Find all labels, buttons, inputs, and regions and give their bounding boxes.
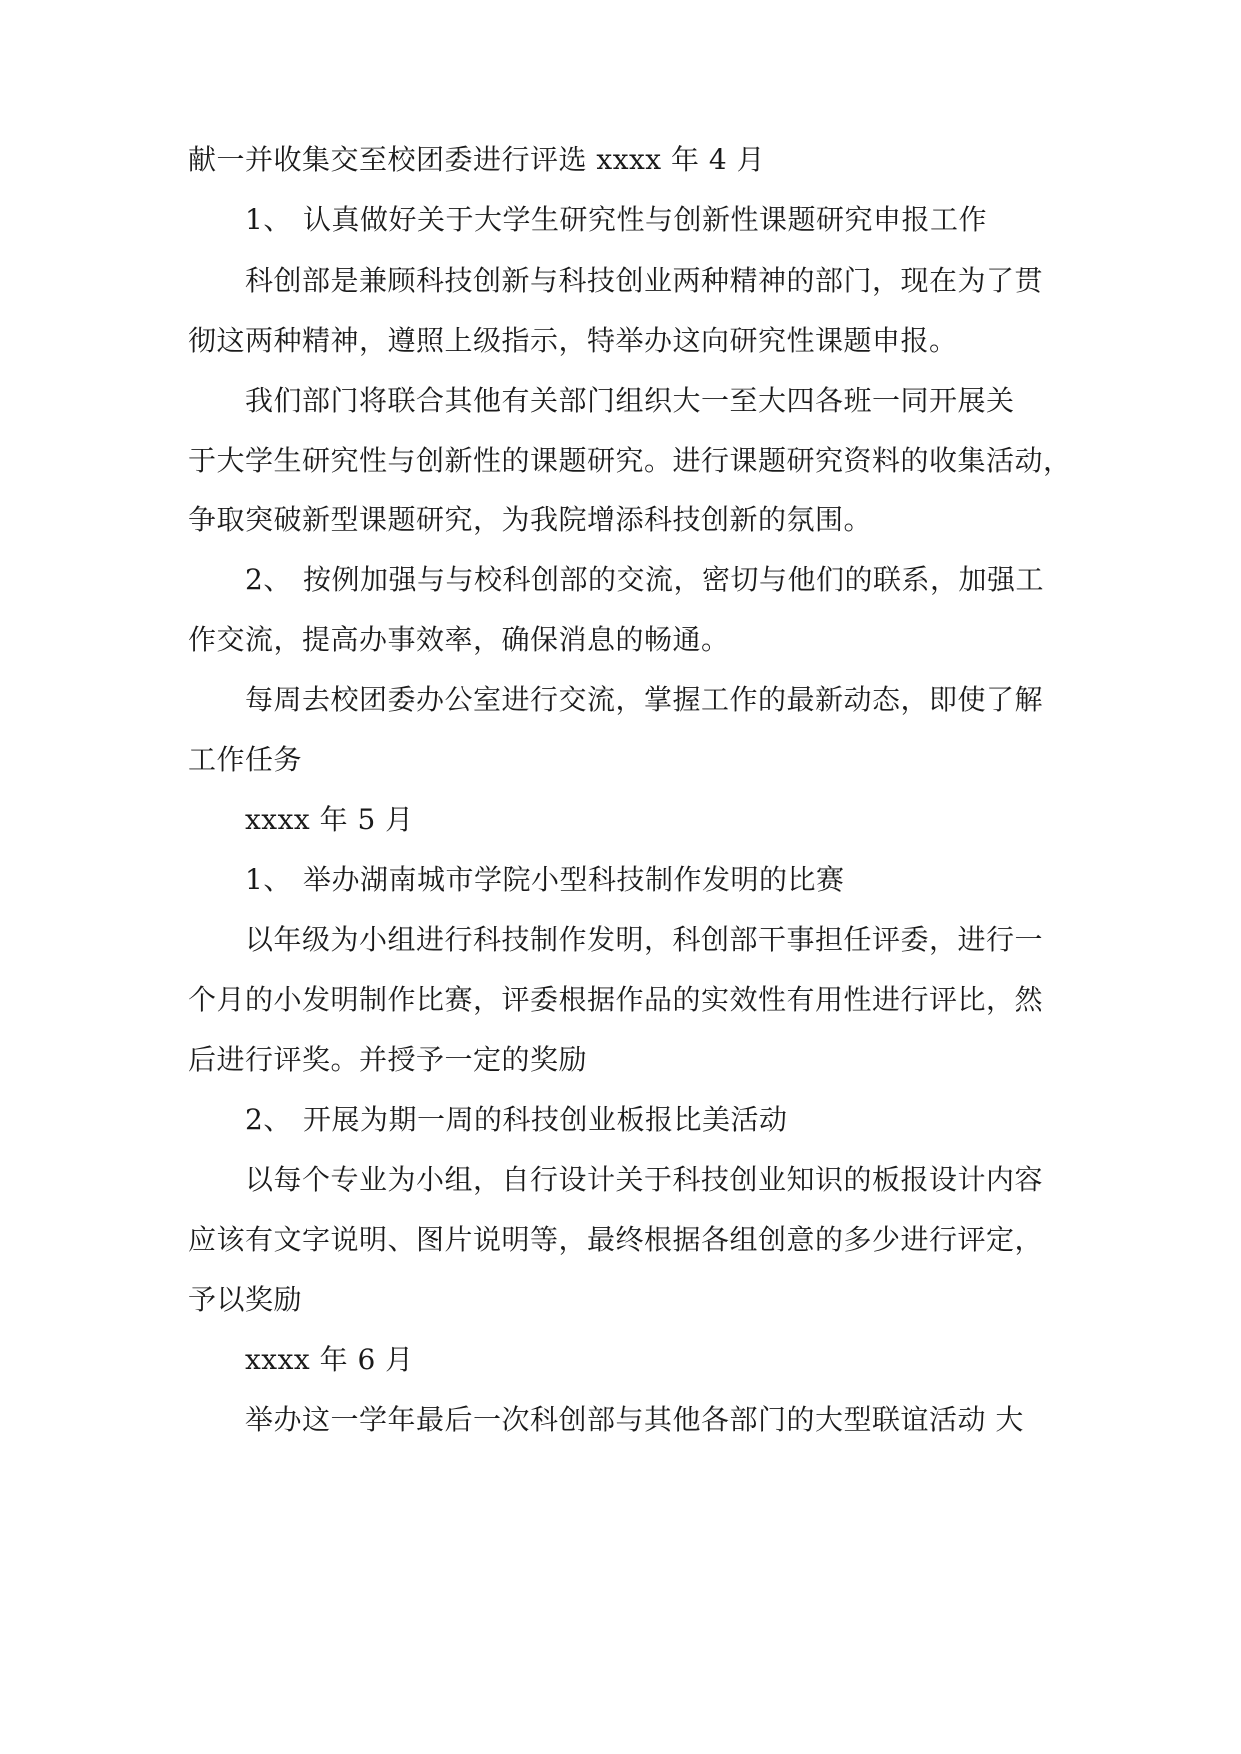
- paragraph-line: 我们部门将联合其他有关部门组织大一至大四各班一同开展关: [245, 384, 1015, 417]
- section-heading-may: xxxx 年 5 月: [245, 803, 414, 836]
- list-item-2: [245, 560, 1125, 600]
- paragraph-line: 举办这一学年最后一次科创部与其他各部门的大型联谊活动 大: [245, 1403, 1024, 1436]
- list-text: 认真做好关于大学生研究性与创新性课题研究申报工作: [303, 203, 988, 236]
- paragraph-line: 作交流，提高办事效率，确保消息的畅通。: [188, 623, 730, 656]
- list-number: 2、: [245, 563, 292, 596]
- paragraph-line: 科创部是兼顾科技创新与科技创业两种精神的部门，现在为了贯: [245, 264, 1044, 297]
- paragraph-line: 应该有文字说明、图片说明等，最终根据各组创意的多少进行评定，: [188, 1223, 1044, 1256]
- list-number: 2、: [245, 1103, 292, 1136]
- paragraph-line: 争取突破新型课题研究，为我院增添科技创新的氛围。: [188, 503, 873, 536]
- paragraph-line: 彻这两种精神，遵照上级指示，特举办这向研究性课题申报。: [188, 324, 958, 357]
- list-number: 1、: [245, 203, 292, 236]
- list-number: 1、: [245, 863, 292, 896]
- section-heading-june: xxxx 年 6 月: [245, 1343, 414, 1376]
- list-item-1: [245, 860, 1125, 900]
- paragraph-line: 于大学生研究性与创新性的课题研究。进行课题研究资料的收集活动，: [188, 444, 1072, 477]
- list-text: 开展为期一周的科技创业板报比美活动: [303, 1103, 788, 1136]
- paragraph-line: 予以奖励: [188, 1283, 303, 1316]
- paragraph-line: 后进行评奖。并授予一定的奖励: [188, 1043, 588, 1076]
- paragraph-line: 以每个专业为小组，自行设计关于科技创业知识的板报设计内容: [245, 1163, 1044, 1196]
- paragraph-line: 以年级为小组进行科技制作发明，科创部干事担任评委，进行一: [245, 923, 1044, 956]
- text-line-1: 献一并收集交至校团委进行评选 xxxx 年 4 月: [188, 143, 766, 176]
- paragraph-line: 工作任务: [188, 743, 303, 776]
- paragraph-line: 每周去校团委办公室进行交流，掌握工作的最新动态，即使了解: [245, 683, 1044, 716]
- list-text: 按例加强与与校科创部的交流，密切与他们的联系，加强工: [303, 563, 1045, 596]
- paragraph-line: 个月的小发明制作比赛，评委根据作品的实效性有用性进行评比，然: [188, 983, 1044, 1016]
- list-item-1: [245, 200, 1125, 240]
- list-item-2: [245, 1100, 1125, 1140]
- list-text: 举办湖南城市学院小型科技制作发明的比赛: [303, 863, 845, 896]
